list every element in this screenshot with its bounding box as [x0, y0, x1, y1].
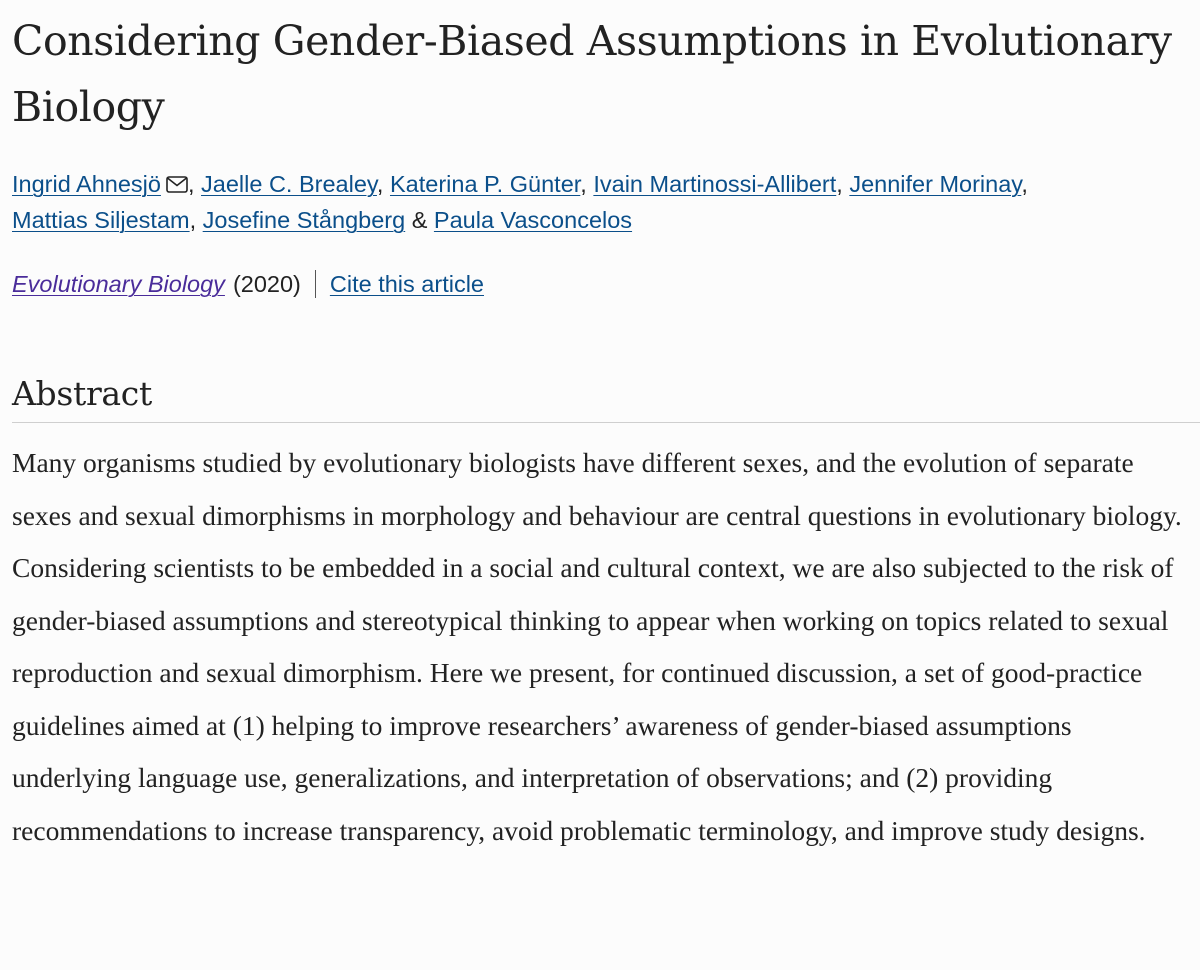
author-link[interactable]: Josefine Stångberg — [202, 207, 406, 233]
author-link[interactable]: Ingrid Ahnesjö — [12, 171, 161, 197]
author-separator: , — [836, 171, 850, 197]
article-meta — [12, 266, 1200, 302]
author-separator: & — [405, 207, 434, 233]
author-separator: , — [376, 171, 390, 197]
meta-divider — [315, 270, 316, 298]
author-link[interactable]: Mattias Siljestam — [12, 207, 190, 233]
abstract-heading: Abstract — [12, 374, 152, 413]
author-link[interactable]: Jennifer Morinay — [849, 171, 1022, 197]
publication-year: (2020) — [232, 271, 301, 297]
journal-link[interactable]: Evolutionary Biology — [12, 271, 225, 297]
section-divider — [12, 422, 1200, 423]
author-link[interactable]: Paula Vasconcelos — [433, 207, 633, 233]
author-separator: , — [1021, 171, 1028, 197]
article-title: Considering Gender-Biased Assumptions in Evolutionary Biology — [12, 17, 1172, 131]
author-link[interactable]: Katerina P. Günter — [389, 171, 581, 197]
author-link[interactable]: Jaelle C. Brealey — [201, 171, 377, 197]
cite-article-link[interactable]: Cite this article — [329, 271, 484, 297]
author-separator: , — [580, 171, 594, 197]
mail-icon[interactable] — [166, 167, 188, 184]
abstract-text: Many organisms studied by evolutionary biologists have different sexes, and the evolution of separate sexes and sexual dimorphisms in morphology and behaviour are central questions in evolutionary biology. Considering scientists to be embedded in a social and cultural context, we are also subjected to the risk of gender-biased assumptions and stereotypical thinking to appear when working on topics related to sexual reproduction and sexual dimorphism. Here we present, for continued discussion, a set of good-practice guidelines aimed at (1) helping to improve researchers’ awareness of gender-biased assumptions underlying language use, generalizations, and interpretation of observations; and (2) providing recommendations to increase transparency, avoid problematic terminology, and improve study designs. — [12, 447, 1182, 846]
author-separator: , — [189, 207, 203, 233]
author-link[interactable]: Ivain Martinossi-Allibert — [593, 171, 837, 197]
author-separator: , — [187, 171, 202, 197]
author-list — [12, 166, 1200, 238]
